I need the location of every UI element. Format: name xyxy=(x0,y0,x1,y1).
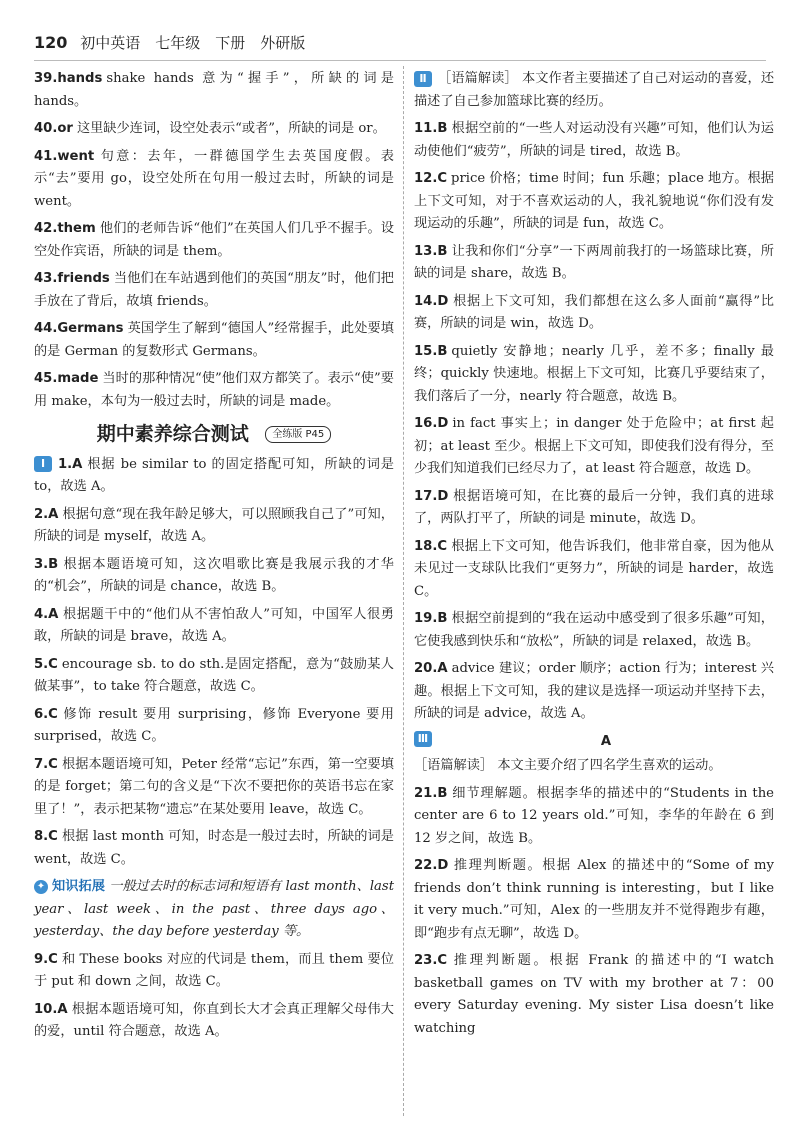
answer-text: 根据语境可知，在比赛的最后一分钟，我们真的进球了，两队打平了，所缺的词是 minute，故选 D。 xyxy=(414,488,774,526)
answer-number: 3.B xyxy=(34,556,59,572)
left-column xyxy=(34,68,394,1049)
section-badge: 全练版 P45 xyxy=(265,426,331,443)
lightbulb-icon: ✦ xyxy=(34,880,48,894)
answer-text: advice 建议；order 顺序；action 行为；interest 兴趣。根据上下文可知，我的建议是选择一项运动并坚持下去，所缺的词是 advice，故选 A。 xyxy=(414,661,774,721)
answer-number: 22.D xyxy=(414,858,449,873)
answer-number: 12.C xyxy=(414,171,448,186)
part2-intro xyxy=(414,68,774,113)
answer-number: 45.made xyxy=(34,371,99,386)
answer-number: 43.friends xyxy=(34,271,110,286)
answer-text: 英国学生了解到“德国人”经常握手，此处要填的是 German 的复数形式 Germans。 xyxy=(34,321,394,359)
answer-item xyxy=(34,604,394,649)
answer-text: 修饰 result 要用 surprising，修饰 Everyone 要用 surprised，故选 C。 xyxy=(34,706,394,744)
answer-item xyxy=(414,118,774,163)
answer-text: 根据 last month 可知，时态是一般过去时，所缺的词是 went，故选 C。 xyxy=(34,829,394,867)
part3-intro-label: ［语篇解读］ xyxy=(414,758,494,773)
part3-intro xyxy=(414,755,774,778)
answer-number: 40.or xyxy=(34,121,73,136)
answer-text: 根据本题语境可知，你直到长大才会真正理解父母伟大的爱，until 符合题意，故选 A。 xyxy=(34,1001,394,1039)
answer-number: 39.hands xyxy=(34,71,103,86)
answer-number: 23.C xyxy=(414,953,448,968)
answer-item xyxy=(34,218,394,263)
column-divider xyxy=(403,66,404,1116)
answer-number: 15.B xyxy=(414,343,448,359)
answer-item xyxy=(34,368,394,413)
answer-item xyxy=(34,118,394,141)
answer-number: 19.B xyxy=(414,611,448,626)
answer-number: 41.went xyxy=(34,148,95,164)
answer-number: 20.A xyxy=(414,661,448,676)
answer-text: 句意：去年，一群德国学生去英国度假。表示“去”要用 go，设空处所在句用一般过去时，所缺的词是 went。 xyxy=(34,148,394,209)
answer-text: 根据题干中的“他们从不害怕敌人”可知，中国军人很勇敢，所缺的词是 brave，故选 A。 xyxy=(34,606,394,644)
tip-label: 知识拓展 xyxy=(52,879,105,894)
part2-intro-label: ［语篇解读］ xyxy=(438,71,518,86)
answer-text: in fact 事实上；in danger 处于危险中；at first 起初；at least 至少。根据上下文可知，即使我们没有得分，至少我们知道我们已经尽力了，at least 符合题意，故选 D。 xyxy=(414,416,774,476)
answer-text: quietly 安静地；nearly 几乎，差不多；finally 最终；quickly 快速地。根据上下文可知，比赛几乎要结束了，我们落后了一分，nearly 符合题意，故选 B。 xyxy=(414,343,774,404)
answer-item xyxy=(34,554,394,599)
section-title xyxy=(34,423,394,446)
answer-number: 7.C xyxy=(34,756,58,772)
answer-item xyxy=(414,291,774,336)
answer-item xyxy=(34,68,394,113)
answer-item xyxy=(34,754,394,822)
answer-item xyxy=(34,318,394,363)
answer-item xyxy=(414,168,774,236)
answer-item xyxy=(414,783,774,851)
answer-text: 根据空前的“一些人对运动没有兴趣”可知，他们认为运动使他们“疲劳”，所缺的词是 tired，故选 B。 xyxy=(414,121,774,159)
answer-number: 21.B xyxy=(414,785,448,801)
answer-number: 14.D xyxy=(414,293,449,309)
answer-number: 11.B xyxy=(414,121,448,136)
answer-item xyxy=(414,413,774,481)
answer-number: 13.B xyxy=(414,243,448,259)
answer-item xyxy=(414,950,774,1040)
section-title-text: 期中素养综合测试 xyxy=(96,423,249,445)
answer-number: 44.Germans xyxy=(34,321,124,336)
answer-item xyxy=(414,608,774,653)
answer-text: 当时的那种情况“使”他们双方都笑了。表示“使”要用 make，本句为一般过去时，所缺的词是 made。 xyxy=(34,371,394,409)
answer-item xyxy=(34,504,394,549)
answer-item xyxy=(34,999,394,1044)
answer-text: 根据上下文可知，他告诉我们，他非常自豪，因为他从未见过一支球队比我们“更努力”，所缺的词是 harder，故选 C。 xyxy=(414,538,774,599)
part3-subhead: A xyxy=(600,733,612,749)
tip-block xyxy=(34,876,394,944)
answer-number: 8.C xyxy=(34,829,58,844)
answer-item xyxy=(414,536,774,604)
answer-text: 他们的老师告诉“他们”在英国人们几乎不握手。设空处作宾语，所缺的词是 them。 xyxy=(34,221,394,259)
answer-text: 根据 be similar to 的固定搭配可知，所缺的词是 to，故选 A。 xyxy=(34,456,394,494)
answer-text: 这里缺少连词，设空处表示“或者”，所缺的词是 or。 xyxy=(76,121,386,136)
answer-number: 9.C xyxy=(34,951,58,967)
answer-number: 42.them xyxy=(34,221,96,236)
answer-item xyxy=(34,454,394,499)
answer-item xyxy=(414,486,774,531)
answer-item xyxy=(34,704,394,749)
answer-text: 根据空前提到的“我在运动中感受到了很多乐趣”可知，它使我感到快乐和“放松”，所缺的词是 relaxed，故选 B。 xyxy=(414,611,774,649)
answer-number: 16.D xyxy=(414,416,449,431)
answer-text: 根据句意“现在我年龄足够大，可以照顾我自己了”可知，所缺的词是 myself，故选 A。 xyxy=(34,506,394,544)
answer-text: shake hands 意为“握手”，所缺的词是 hands。 xyxy=(34,71,394,109)
book-title: 初中英语 七年级 下册 外研版 xyxy=(80,34,306,52)
answer-item xyxy=(34,654,394,699)
answer-item xyxy=(34,146,394,214)
answer-item xyxy=(414,658,774,726)
answer-item xyxy=(34,949,394,994)
tip-text: 一般过去时的标志词和短语有 last month、last year、last week、in the past、three days ago、yesterday、the day before yesterday 等。 xyxy=(34,879,394,939)
answer-text: price 价格；time 时间；fun 乐趣；place 地方。根据上下文可知，对于不喜欢运动的人，我礼貌地说“你们没有发现运动的乐趣”，所缺的词是 fun，故选 C。 xyxy=(414,171,774,231)
answer-number: 4.A xyxy=(34,606,59,622)
part3-roman-badge: Ⅲ xyxy=(414,731,432,747)
page-number: 120 xyxy=(34,33,68,52)
answer-number: 1.A xyxy=(58,456,83,472)
answer-item xyxy=(414,241,774,286)
part3-heading xyxy=(414,731,774,754)
part3-intro-text: 本文主要介绍了四名学生喜欢的运动。 xyxy=(497,758,722,773)
answer-text: 根据本题语境可知，这次唱歌比赛是我展示我的才华的“机会”，所缺的词是 chance，故选 B。 xyxy=(34,556,394,594)
answer-text: encourage sb. to do sth.是固定搭配，意为“鼓励某人做某事”，to take 符合题意，故选 C。 xyxy=(34,656,394,694)
answer-text: 和 These books 对应的代词是 them，而且 them 要位于 put 和 down 之间，故选 C。 xyxy=(34,951,394,989)
right-column xyxy=(414,68,774,1045)
answer-item xyxy=(414,341,774,409)
answer-text: 推理判断题。根据 Alex 的描述中的“Some of my friends don’t think running is interesting，but I like it very much.”可知，Alex 的一些朋友并不觉得跑步有趣，即“跑步有点无聊”，故选 D。 xyxy=(414,858,774,941)
part1-roman-badge: Ⅰ xyxy=(34,456,52,472)
header-divider xyxy=(34,60,766,61)
answer-number: 10.A xyxy=(34,1001,68,1017)
answer-number: 6.C xyxy=(34,706,58,722)
answer-item xyxy=(34,826,394,871)
answer-item xyxy=(34,268,394,313)
part2-intro-text: 本文作者主要描述了自己对运动的喜爱，还描述了自己参加篮球比赛的经历。 xyxy=(414,71,775,109)
answer-item xyxy=(414,855,774,945)
part2-roman-badge: Ⅱ xyxy=(414,71,432,87)
answer-text: 根据上下文可知，我们都想在这么多人面前“赢得”比赛，所缺的词是 win，故选 D。 xyxy=(414,293,774,331)
answer-number: 17.D xyxy=(414,488,449,504)
answer-number: 5.C xyxy=(34,656,58,672)
answer-text: 当他们在车站遇到他们的英国“朋友”时，他们把手放在了背后，故填 friends。 xyxy=(34,271,394,309)
answer-number: 2.A xyxy=(34,506,59,522)
answer-text: 根据本题语境可知，Peter 经常“忘记”东西，第一空要填的是 forget；第二句的含义是“下次不要把你的英语书忘在家里了！”，表示把某物“遗忘”在某处要用 leave，故选 C。 xyxy=(34,756,394,817)
page-header xyxy=(34,32,766,62)
answer-text: 让我和你们“分享”一下两周前我打的一场篮球比赛，所缺的词是 share，故选 B。 xyxy=(414,243,774,281)
answer-text: 推理判断题。根据 Frank 的描述中的“I watch basketball games on TV with my brother at 7：00 every Saturday evening. My sister Lisa doesn’t like watching xyxy=(414,953,774,1036)
answer-number: 18.C xyxy=(414,538,448,554)
answer-text: 细节理解题。根据李华的描述中的“Students in the center are 6 to 12 years old.”可知，李华的年龄在 6 到 12 岁之间，故选 B。 xyxy=(414,785,774,846)
